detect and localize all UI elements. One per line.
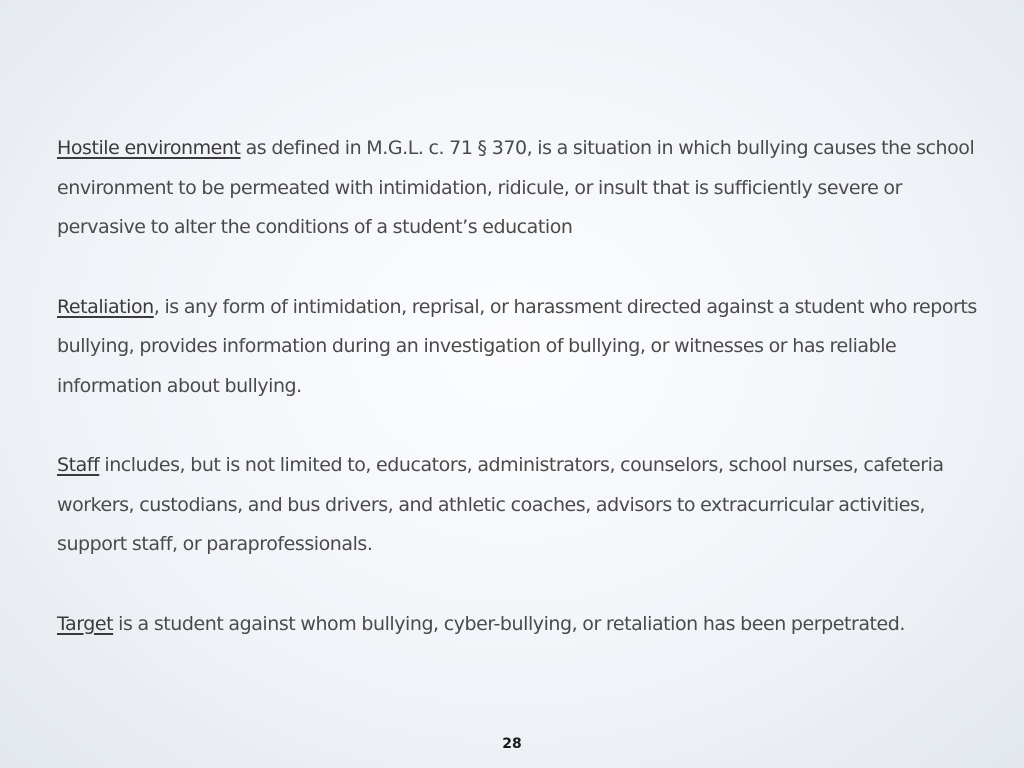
definitions-list — [57, 129, 992, 684]
definition-text: includes, but is not limited to, educators, administrators, counselors, school nurses, cafeteria workers, custodians, and bus drivers, and athletic coaches, advisors to extracurricular activities, support staff, or paraprofessionals. — [57, 454, 944, 555]
definition-term: Staff — [57, 454, 100, 476]
definition-retaliation — [57, 288, 992, 407]
definition-term: Retaliation — [57, 295, 154, 318]
definition-staff — [57, 446, 992, 565]
definition-hostile-environment — [57, 129, 992, 248]
definition-text: is a student against whom bullying, cyber-bullying, or retaliation has been perpetrated. — [113, 612, 905, 635]
definition-text: , is any form of intimidation, reprisal, or harassment directed against a student who reports bullying, provides information during an investigation of bullying, or witnesses or has reliable information about bullying. — [57, 295, 977, 397]
definition-term: Target — [57, 612, 114, 635]
definition-target — [57, 605, 992, 645]
definition-text: as defined in M.G.L. c. 71 § 370, is a situation in which bullying causes the school environment to be permeated with intimidation, ridicule, or insult that is sufficiently severe or pervasive to alter the conditions of a student’s education — [57, 137, 975, 238]
definition-term: Hostile environment — [57, 137, 241, 159]
page-number: 28 — [502, 736, 522, 752]
